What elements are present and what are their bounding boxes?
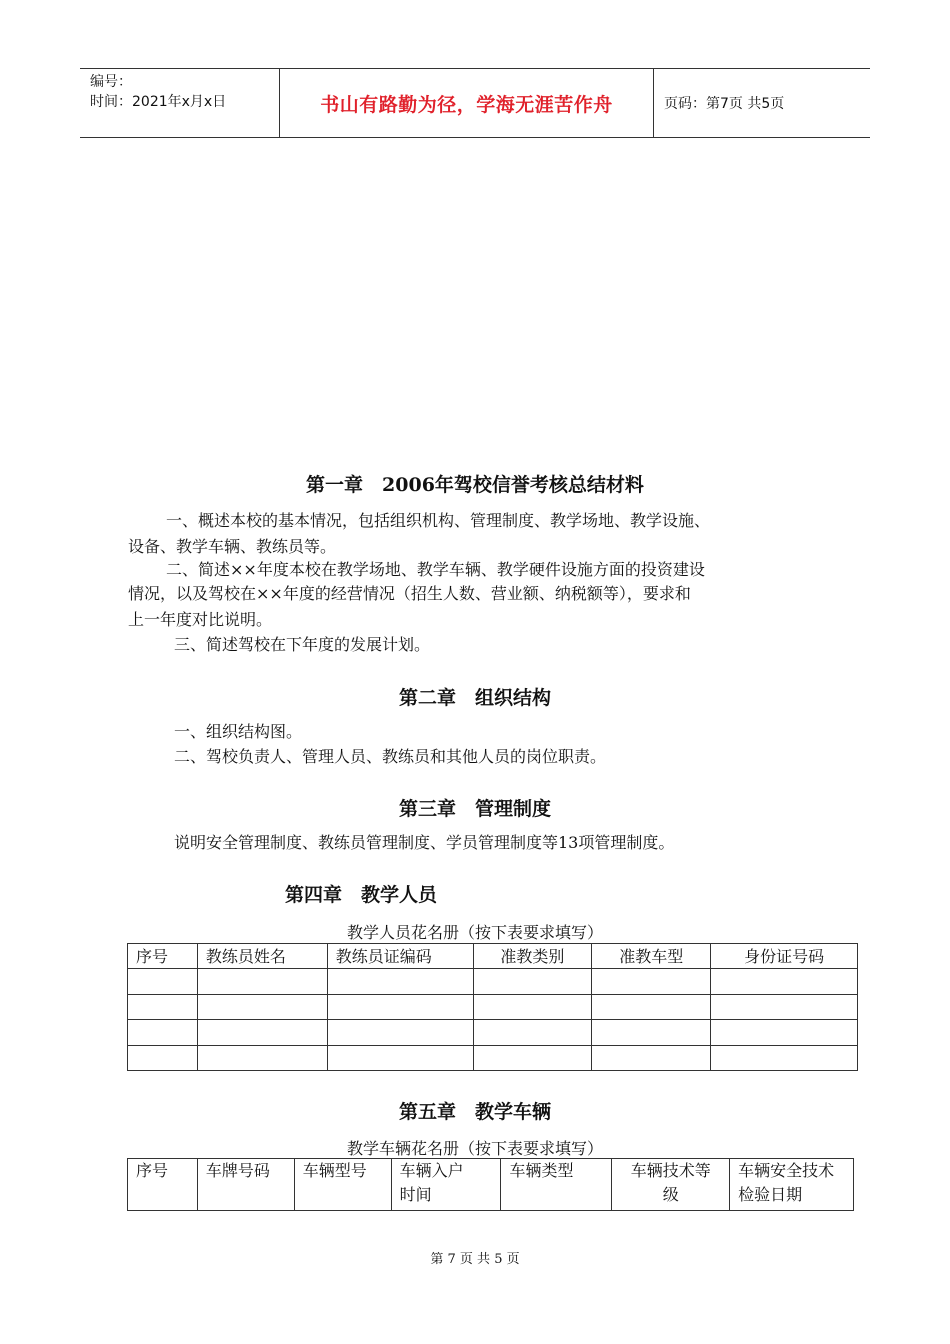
table-cell (473, 1020, 592, 1046)
table-cell (128, 1046, 198, 1071)
table-cell (128, 995, 198, 1020)
table-header-cell: 准教车型 (592, 944, 711, 969)
table-cell (473, 995, 592, 1020)
ch1-para-3: 三、简述驾校在下年度的发展计划。 (174, 635, 431, 654)
table-cell (197, 1046, 327, 1071)
page-header (80, 68, 870, 138)
table-cell (592, 969, 711, 995)
table-cell (711, 969, 858, 995)
table-row (128, 1046, 858, 1071)
table-cell (327, 1020, 473, 1046)
ch2-para-1: 一、组织结构图。 (174, 722, 303, 741)
number-label: 编号： (90, 74, 132, 90)
header-page-info: 页码：第7页 共5页 (664, 96, 785, 112)
staff-table-caption: 教学人员花名册（按下表要求填写） (346, 923, 603, 942)
vehicle-table (127, 1158, 854, 1211)
table-cell (711, 1020, 858, 1046)
chapter-1-title: 第一章 2006年驾校信誉考核总结材料 (306, 474, 644, 496)
table-cell (592, 1046, 711, 1071)
table-cell (592, 1020, 711, 1046)
vehicle-table-header (128, 1159, 854, 1211)
ch1-para-1: 一、概述本校的基本情况，包括组织机构、管理制度、教学场地、教学设施、 (166, 511, 711, 530)
ch1-para-2b: 情况，以及驾校在××年度的经营情况（招生人数、营业额、纳税额等），要求和 (128, 584, 691, 603)
table-header-cell: 车辆技术等级 (612, 1159, 730, 1211)
table-cell (711, 995, 858, 1020)
table-cell (128, 1020, 198, 1046)
chapter-4-title: 第四章 教学人员 (285, 884, 438, 906)
table-header-cell: 车辆类型 (501, 1159, 612, 1211)
table-cell (473, 1046, 592, 1071)
table-header-cell: 序号 (128, 944, 198, 969)
table-header-cell: 准教类别 (473, 944, 592, 969)
table-header-cell: 车牌号码 (197, 1159, 294, 1211)
staff-table-header (128, 944, 858, 969)
ch1-para-2: 二、简述××年度本校在教学场地、教学车辆、教学硬件设施方面的投资建设 (166, 560, 705, 579)
chapter-2-title: 第二章 组织结构 (398, 687, 551, 709)
table-cell (128, 969, 198, 995)
table-cell (197, 1020, 327, 1046)
table-header-cell: 教练员姓名 (197, 944, 327, 969)
header-meta (80, 69, 280, 137)
table-header-cell: 车辆安全技术检验日期 (730, 1159, 854, 1211)
table-cell (473, 969, 592, 995)
table-row (128, 969, 858, 995)
time-label: 时间：2021年x月x日 (90, 94, 227, 110)
header-motto: 书山有路勤为径，学海无涯苦作舟 (280, 69, 654, 137)
table-row (128, 995, 858, 1020)
table-header-cell: 车辆入户时间 (391, 1159, 501, 1211)
table-header-cell: 身份证号码 (711, 944, 858, 969)
table-header-cell: 车辆型号 (294, 1159, 391, 1211)
table-cell (711, 1046, 858, 1071)
chapter-5-title: 第五章 教学车辆 (398, 1101, 551, 1123)
table-cell (592, 995, 711, 1020)
table-cell (197, 969, 327, 995)
table-header-cell: 序号 (128, 1159, 198, 1211)
ch1-para-2c: 上一年度对比说明。 (128, 610, 273, 629)
chapter-3-title: 第三章 管理制度 (398, 798, 551, 820)
table-cell (327, 995, 473, 1020)
ch1-para-1b: 设备、教学车辆、教练员等。 (128, 537, 337, 556)
table-cell (197, 995, 327, 1020)
staff-table (127, 943, 858, 1071)
table-cell (327, 1046, 473, 1071)
ch2-para-2: 二、驾校负责人、管理人员、教练员和其他人员的岗位职责。 (174, 747, 607, 766)
table-row (128, 1020, 858, 1046)
table-cell (327, 969, 473, 995)
ch3-para-1: 说明安全管理制度、教练员管理制度、学员管理制度等13项管理制度。 (174, 833, 675, 852)
table-header-cell: 教练员证编码 (327, 944, 473, 969)
page-footer: 第 7 页 共 5 页 (430, 1252, 520, 1267)
vehicle-table-caption: 教学车辆花名册（按下表要求填写） (346, 1139, 603, 1158)
